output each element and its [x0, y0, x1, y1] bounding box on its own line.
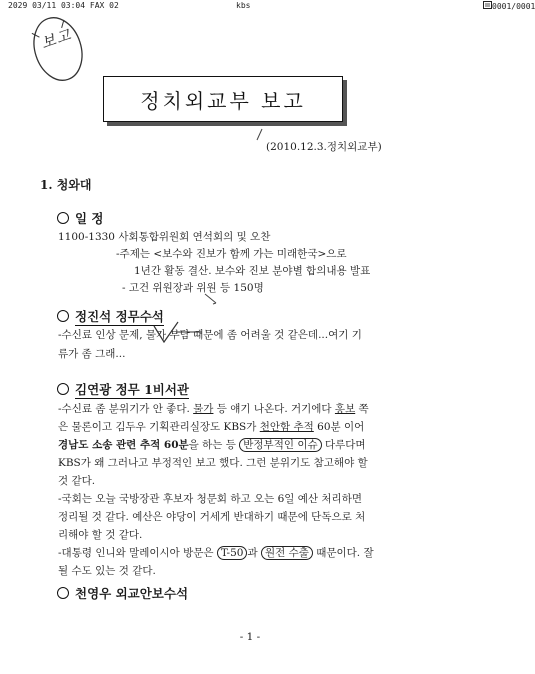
kim-line-1-underlined-mulga: 물가 — [193, 403, 214, 415]
circle-bullet-icon — [57, 587, 69, 599]
kim-line-9 — [58, 545, 374, 560]
circle-bullet-icon — [57, 310, 69, 322]
kim-line-9-circled-nuclear-export: 원전 수출 — [261, 546, 313, 560]
schedule-line-1: 1100-1330 사회통합위원회 연석회의 및 오찬 — [58, 231, 271, 243]
fax-page-count: 0001/0001 — [492, 2, 535, 11]
kim-line-8: 리해야 할 것 같다. — [58, 529, 143, 541]
pen-tick-mark — [254, 128, 264, 142]
fax-header-center: kbs — [236, 1, 251, 10]
kim-line-1-underlined-hongbo: 홍보 — [334, 403, 356, 415]
kim-line-3-d: 다루다며 — [321, 439, 366, 451]
circle-bullet-icon — [57, 383, 69, 395]
handwritten-stamp — [18, 5, 98, 94]
report-date: (2010.12.3.정치외교부) — [266, 141, 382, 153]
kim-line-1-e: 쪽 — [355, 403, 369, 415]
kim-line-1 — [58, 401, 369, 416]
section-heading-cheongwadae: 1. 청와대 — [40, 178, 92, 192]
kim-line-10: 될 수도 있는 것 같다. — [58, 565, 156, 577]
heading-chun-youngwoo — [57, 584, 188, 602]
kim-line-6: -국회는 오늘 국방장관 후보자 청문회 하고 오는 6일 예산 처리하면 — [58, 493, 362, 505]
jung-line-2: 류가 좀 그래... — [58, 348, 126, 360]
kim-line-9-circled-t50: T-50 — [217, 546, 248, 560]
kim-line-9-e: 때문이다. 잘 — [312, 547, 374, 559]
kim-line-2 — [58, 419, 364, 434]
kim-line-3 — [58, 437, 366, 452]
kim-line-4: KBS가 왜 그러나고 부정적인 보고 했다. 그런 분위기도 참고해야 할 — [58, 457, 368, 469]
kim-line-7: 정리될 것 같다. 예산은 야당이 거세게 반대하기 때문에 단독으로 처 — [58, 511, 366, 523]
kim-line-5: 것 같다. — [58, 475, 96, 487]
schedule-line-3: 1년간 활동 결산. 보수와 진보 분야별 합의내용 발표 — [134, 265, 371, 277]
schedule-line-4: - 고건 위원장과 위원 등 150명 — [122, 282, 264, 294]
kim-line-1-c: 등 얘기 나온다. 거기에다 — [213, 403, 335, 415]
fax-header-right — [483, 1, 535, 11]
jung-line-1: -수신료 인상 문제, 물가 부담 때문에 좀 어려울 것 같은데...여기 기 — [58, 329, 362, 341]
kim-line-9-c: 과 — [247, 547, 261, 559]
schedule-line-2: -주제는 <보수와 진보가 함께 가는 미래한국>으로 — [116, 248, 347, 260]
kim-line-9-a: -대통령 인니와 말레이시아 방문은 — [58, 547, 217, 559]
fax-header-left: 2029 03/11 03:04 FAX 02 — [8, 1, 119, 10]
kim-line-3-bold: 경남도 소송 관련 추적 60분 — [58, 439, 189, 451]
fax-page-icon — [483, 1, 492, 9]
heading-jung-jinseok — [57, 307, 164, 325]
heading-schedule-text: 일 정 — [75, 211, 104, 226]
kim-line-3-b: 을 하는 등 — [188, 439, 240, 451]
kim-line-3-circled-issue: 반정부적인 이슈 — [239, 438, 321, 452]
heading-chun-youngwoo-text: 천영우 외교안보수석 — [75, 586, 189, 601]
page-number: - 1 - — [239, 631, 261, 643]
heading-schedule — [57, 209, 104, 227]
stamp-circle-icon — [18, 5, 98, 94]
stamp-text: 보고 — [38, 25, 74, 53]
heading-kim-yeonkwang — [57, 380, 189, 398]
kim-line-2-c: 60분 이어 — [313, 421, 365, 433]
kim-line-2-underlined-cheonanham: 천안함 추적 — [259, 421, 314, 433]
heading-kim-yeonkwang-text: 김연광 정무 1비서관 — [75, 382, 190, 397]
circle-bullet-icon — [57, 212, 69, 224]
kim-line-2-a: 은 물론이고 김두우 기획관리실장도 KBS가 — [58, 421, 260, 433]
heading-jung-jinseok-text: 정진석 정무수석 — [75, 309, 164, 324]
kim-line-1-a: -수신료 좀 분위기가 안 좋다. — [58, 403, 194, 415]
report-title: 정치외교부 보고 — [140, 88, 306, 113]
report-title-box — [103, 76, 343, 122]
